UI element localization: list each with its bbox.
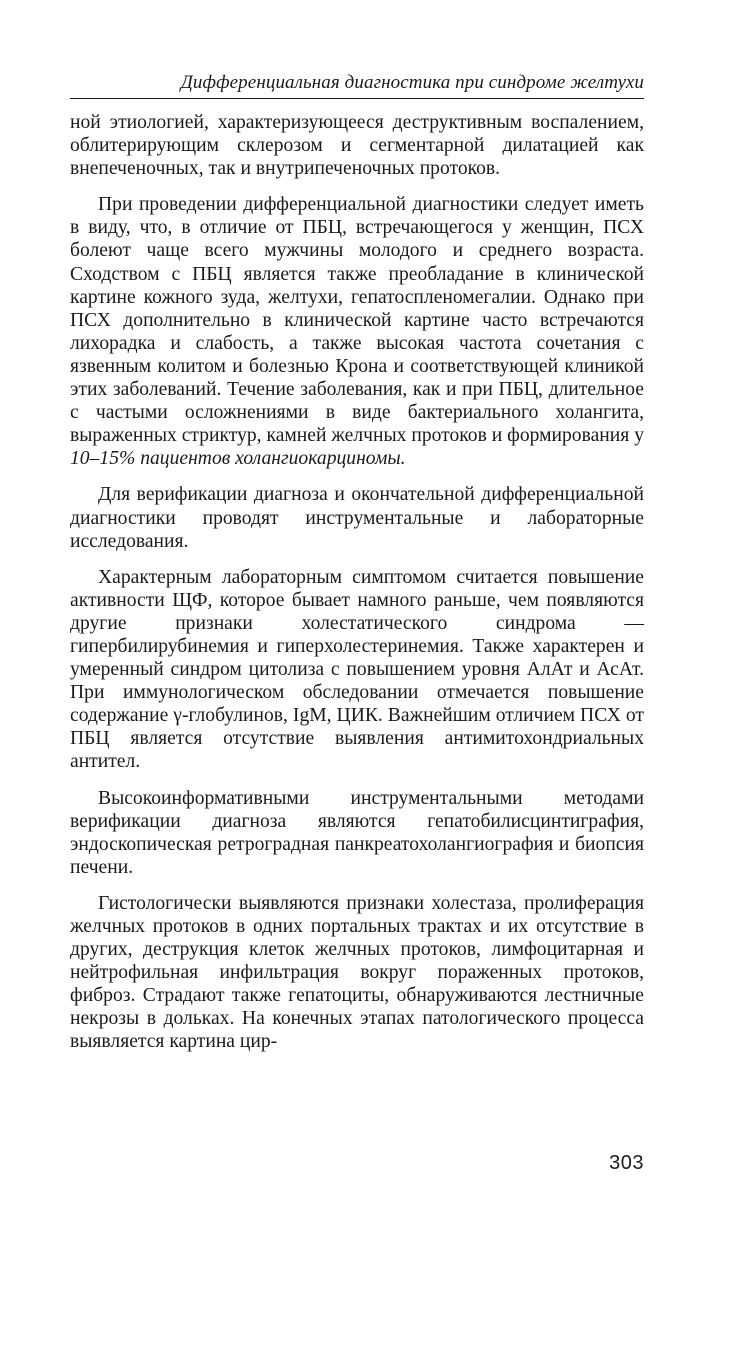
paragraph-laboratory: Характерным лабораторным симптомом считается повышение активности ЩФ, которое бывает намного раньше, чем появляются другие признаки холестатического синдрома — гипербилирубинемия и гиперхолестеринемия. Также характерен и умеренный синдром цитолиза с повышением уровня АлАт и АсАт. При иммунологическом обследовании отмечается повышение содержание γ-глобулинов, IgM, ЦИК. Важнейшим отличием ПСХ от ПБЦ является отсутствие выявления антимитохондриальных антител.	[70, 566, 644, 773]
paragraph-differential-diagnosis	[70, 193, 644, 470]
paragraph-instrumental: Высокоинформативными инструментальными методами верификации диагноза являются гепатобилисцинтиграфия, эндоскопическая ретроградная панкреатохолангиография и биопсия печени.	[70, 787, 644, 878]
page-number: 303	[609, 1152, 644, 1174]
paragraph-histology: Гистологически выявляются признаки холестаза, пролиферация желчных протоков в одних портальных трактах и их отсутствие в других, деструкция клеток желчных протоков, лимфоцитарная и нейтрофильная инфильтрация вокруг пораженных протоков, фиброз. Страдают также гепатоциты, обнаруживаются лестничные некрозы в дольках. На конечных этапах патологического процесса выявляется картина цир-	[70, 892, 644, 1053]
paragraph-text: При проведении дифференциальной диагностики следует иметь в виду, что, в отличие от ПБЦ, встречающегося у женщин, ПСХ болеют чаще всего мужчины молодого и среднего возраста. Сходством с ПБЦ является также преобладание в клинической картине кожного зуда, желтухи, гепатоспленомегалии. Однако при ПСХ дополнительно в клинической картине часто встречаются лихорадка и слабость, а также высокая частота сочетания с язвенным колитом и болезнью Крона и соответствующей клиникой этих заболеваний. Течение заболевания, как и при ПБЦ, длительное с частыми осложнениями в виде бактериального холангита, выраженных стриктур, камней желчных протоков и формирования у	[70, 194, 644, 447]
paragraph-continuation: ной этиологией, характеризующееся деструктивным воспалением, облитерирующим склерозом и сегментарной дилатацией как внепеченочных, так и внутрипеченочных протоков.	[70, 112, 644, 180]
paragraph-verification: Для верификации диагноза и окончательной дифференциальной диагностики проводят инструментальные и лабораторные исследования.	[70, 484, 644, 552]
body-text	[70, 111, 644, 1054]
paragraph-italic-text: 10–15% пациентов холангиокарциномы.	[70, 448, 406, 470]
book-page	[70, 72, 644, 1067]
running-header: Дифференциальная диагностика при синдроме желтухи	[70, 72, 644, 99]
